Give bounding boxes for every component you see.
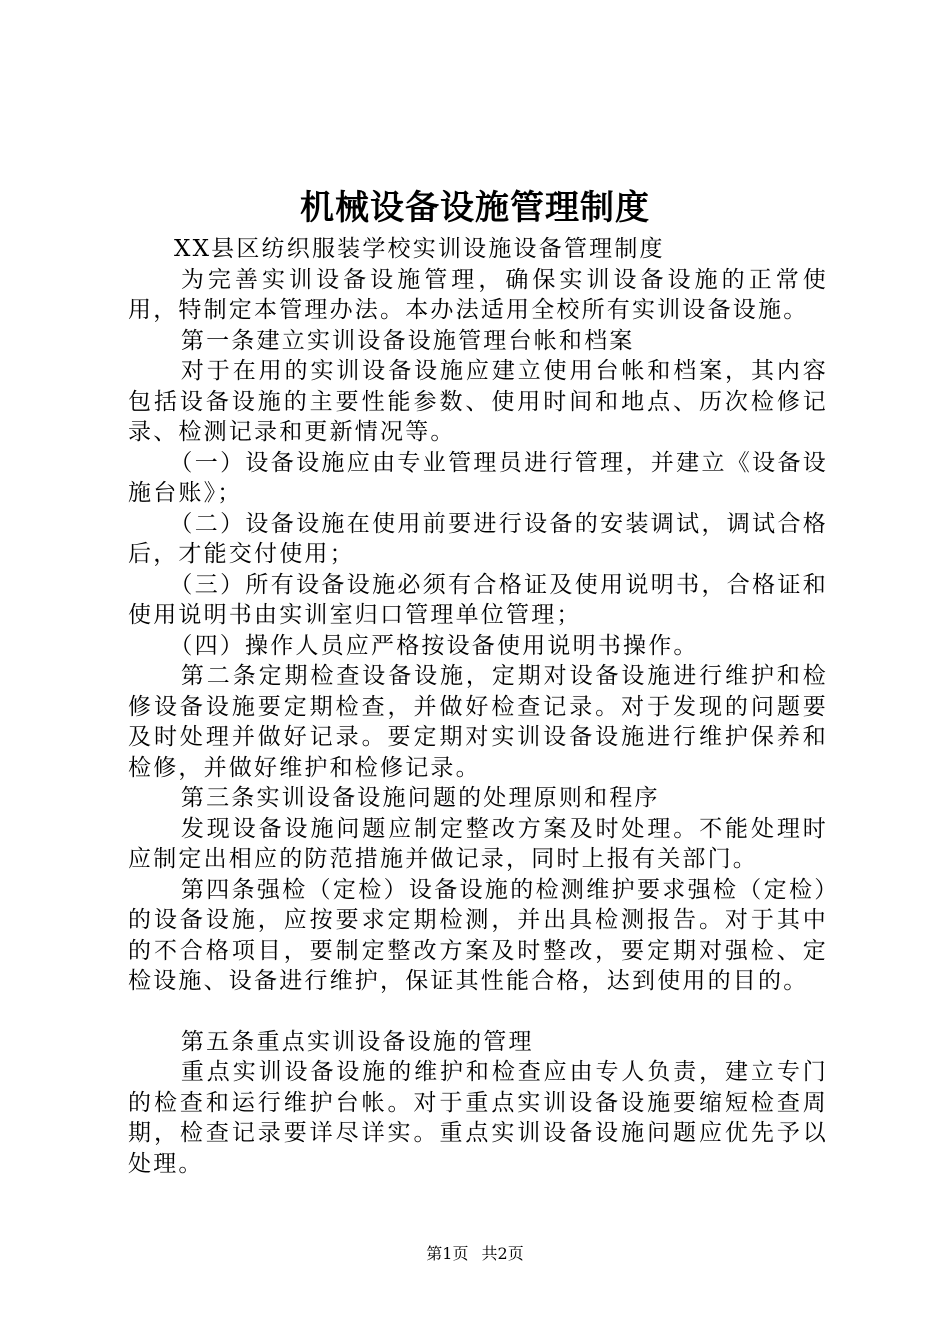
page-number-current: 第1页: [426, 1244, 469, 1263]
paragraph-article-2: 第二条定期检查设备设施，定期对设备设施进行维护和检修设备设施要定期检查，并做好检查记录。对于发现的问题要及时处理并做好记录。要定期对实训设备设施进行维护保养和检修，并做好维护和检修记录。: [128, 663, 828, 781]
paragraph-article-3-heading: 第三条实训设备设施问题的处理原则和程序: [180, 785, 660, 811]
paragraph-item-4: （四）操作人员应严格按设备使用说明书操作。: [169, 632, 699, 659]
paragraph-article-3-body: 发现设备设施问题应制定整改方案及时处理。不能处理时应制定出相应的防范措施并做记录，同时上报有关部门。: [128, 815, 828, 872]
document-title: 机械设备设施管理制度: [300, 188, 650, 228]
page-number-total: 共2页: [481, 1244, 524, 1263]
paragraph-item-1: （一）设备设施应由专业管理员进行管理，并建立《设备设施台账》；: [128, 449, 828, 506]
paragraph-intro: 为完善实训设备设施管理，确保实训设备设施的正常使用，特制定本管理办法。本办法适用全校所有实训设备设施。: [128, 266, 828, 323]
paragraph-article-5-heading: 第五条重点实训设备设施的管理: [180, 1028, 534, 1055]
paragraph-item-2: （二）设备设施在使用前要进行设备的安装调试，调试合格后，才能交付使用；: [128, 510, 828, 567]
paragraph-article-1-body: 对于在用的实训设备设施应建立使用台帐和档案，其内容包括设备设施的主要性能参数、使用时间和地点、历次检修记录、检测记录和更新情况等。: [128, 358, 828, 445]
paragraph-item-3: （三）所有设备设施必须有合格证及使用说明书，合格证和使用说明书由实训室归口管理单位管理；: [128, 571, 828, 628]
paragraph-article-1-heading: 第一条建立实训设备设施管理台帐和档案: [180, 327, 635, 354]
paragraph-subtitle: XX县区纺织服装学校实训设施设备管理制度: [174, 236, 665, 262]
paragraph-article-5-body: 重点实训设备设施的维护和检查应由专人负责，建立专门的检查和运行维护台帐。对于重点实训设备设施要缩短检查周期，检查记录要详尽详实。重点实训设备设施问题应优先予以处理。: [128, 1059, 828, 1177]
document-body: [128, 234, 828, 1179]
page-footer: [0, 1243, 950, 1265]
paragraph-article-4: 第四条强检（定检）设备设施的检测维护要求强检（定检）的设备设施，应按要求定期检测，并出具检测报告。对于其中的不合格项目，要制定整改方案及时整改，要定期对强检、定检设施、设备进行维护，保证其性能合格，达到使用的目的。: [128, 876, 828, 994]
